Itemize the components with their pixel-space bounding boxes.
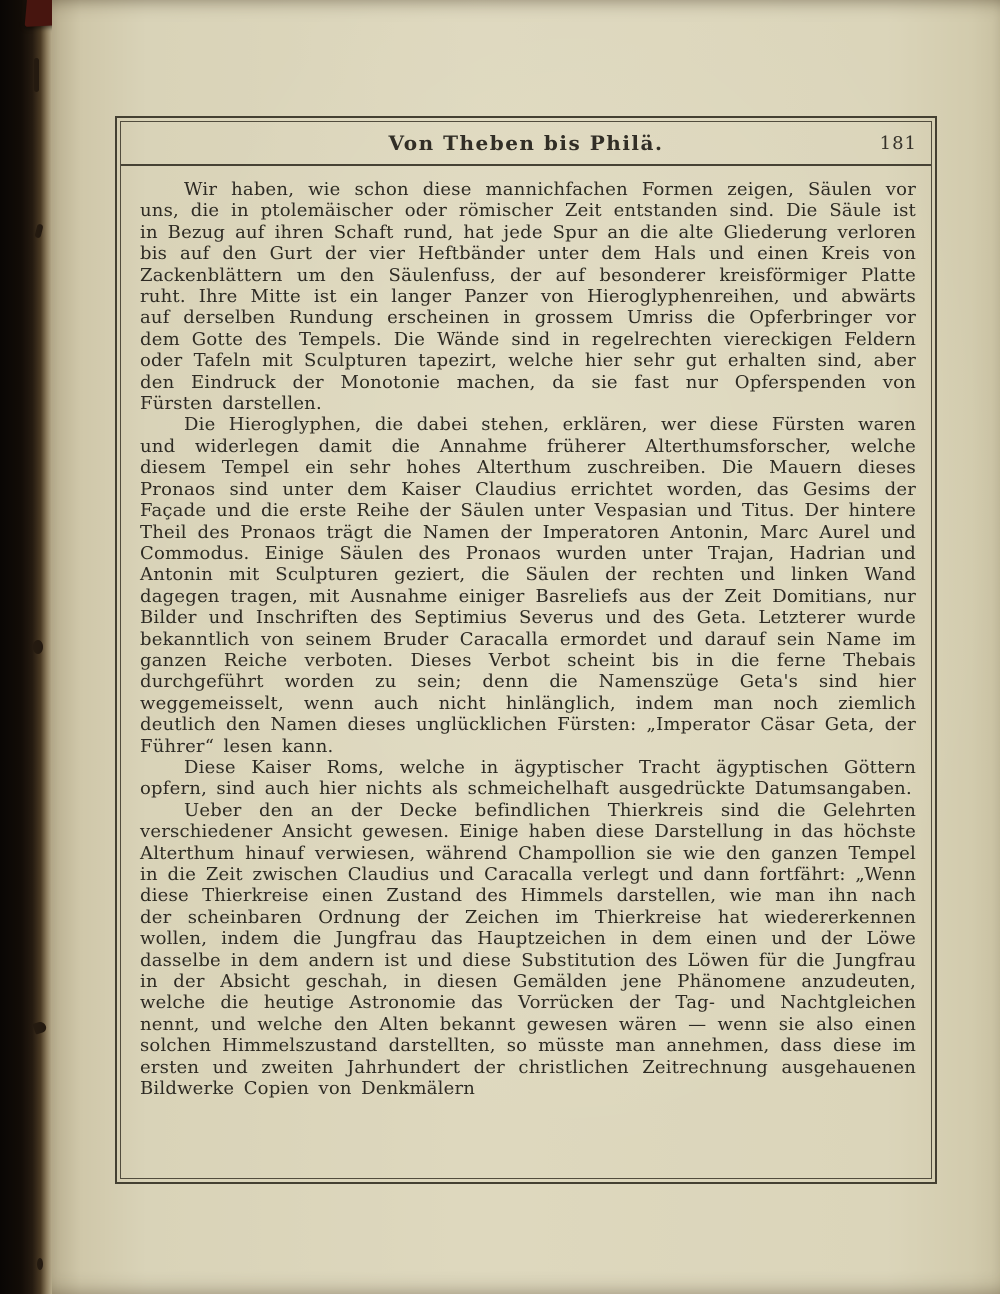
- binding-stitch: [33, 1020, 48, 1034]
- page-border-inner: [120, 121, 932, 1179]
- binding-stitch: [34, 223, 43, 238]
- binding-stitch: [33, 640, 43, 654]
- paragraph-1: Wir haben, wie schon diese mannichfachen Formen zeigen, Säulen vor uns, die in ptolemäischer oder römischer Zeit entstanden sind. Die Säule ist in Bezug auf ihren Schaft rund, hat jede Spur an die alte Gliederung verloren bis auf den Gurt der vier Heftbänder unter dem Hals und einen Kreis von Zackenblättern um den Säulenfuss, der auf besonderer kreisförmiger Platte ruht. Ihre Mitte ist ein langer Panzer von Hieroglyphenreihen, und abwärts auf derselben Rundung erscheinen in grossem Umriss die Opferbringer vor dem Gotte des Tempels. Die Wände sind in regelrechten viereckigen Feldern oder Tafeln mit Sculpturen tapezirt, welche hier sehr gut erhalten sind, aber den Eindruck der Monotonie machen, da sie fast nur Opferspenden von Fürsten darstellen.: [140, 179, 916, 415]
- text-block: [121, 166, 931, 1178]
- paragraph-2: Die Hieroglyphen, die dabei stehen, erklären, wer diese Fürsten waren und widerlegen damit die Annahme früherer Alterthumsforscher, welche diesem Tempel ein sehr hohes Alterthum zuschreiben. Die Mauern dieses Pronaos sind unter dem Kaiser Claudius errichtet worden, das Gesims der Façade und die erste Reihe der Säulen unter Vespasian und Titus. Der hintere Theil des Pronaos trägt die Namen der Imperatoren Antonin, Marc Aurel und Commodus. Einige Säulen des Pronaos wurden unter Trajan, Hadrian und Antonin mit Sculpturen geziert, die Säulen der rechten und linken Wand dagegen tragen, mit Ausnahme einiger Basreliefs aus der Zeit Domitians, nur Bilder und Inschriften des Septimius Severus und des Geta. Letzterer wurde bekanntlich von seinem Bruder Caracalla ermordet und darauf sein Name im ganzen Reiche verboten. Dieses Verbot scheint bis in die ferne Thebais durchgeführt worden zu sein; denn die Namenszüge Geta's sind hier weggemeisselt, wenn auch nicht hinlänglich, indem man noch ziemlich deutlich den Namen dieses unglücklichen Fürsten: „Imperator Cäsar Geta, der Führer“ lesen kann.: [140, 414, 916, 757]
- binding-stitch: [34, 58, 39, 92]
- book-binding: [0, 0, 52, 1294]
- page-border-frame: [115, 116, 937, 1184]
- paragraph-4: Ueber den an der Decke befindlichen Thierkreis sind die Gelehrten verschiedener Ansicht gewesen. Einige haben diese Darstellung in das höchste Alterthum hinauf verwiesen, während Champollion sie wie den ganzen Tempel in die Zeit zwischen Claudius und Caracalla verlegt und dann fortfährt: „Wenn diese Thierkreise einen Zustand des Himmels darstellen, wie man ihn nach der scheinbaren Ordnung der Zeichen im Thierkreise hat wiedererkennen wollen, indem die Jungfrau das Hauptzeichen in dem einen und der Löwe dasselbe in dem andern ist und diese Substitution des Löwen für die Jungfrau in der Absicht geschah, in diesen Gemälden jene Phänomene anzudeuten, welche die heutige Astronomie das Vorrücken der Tag- und Nachtgleichen nennt, und welche den Alten bekannt gewesen wären — wenn sie also einen solchen Himmelszustand darstellten, so müsste man annehmen, dass diese im ersten und zweiten Jahrhundert der christlichen Zeitrechnung ausgehauenen Bildwerke Copien von Denkmälern: [140, 799, 916, 1100]
- running-head: [121, 122, 931, 164]
- page-number: 181: [879, 133, 917, 154]
- paragraph-3: Diese Kaiser Roms, welche in ägyptischer Tracht ägyptischen Göttern opfern, sind auch hier nichts als schmeichelhaft ausgedrückte Datumsangaben.: [140, 756, 916, 800]
- book-page: [52, 0, 1000, 1294]
- running-head-title: Von Theben bis Philä.: [388, 131, 664, 155]
- binding-stitch: [37, 1258, 43, 1270]
